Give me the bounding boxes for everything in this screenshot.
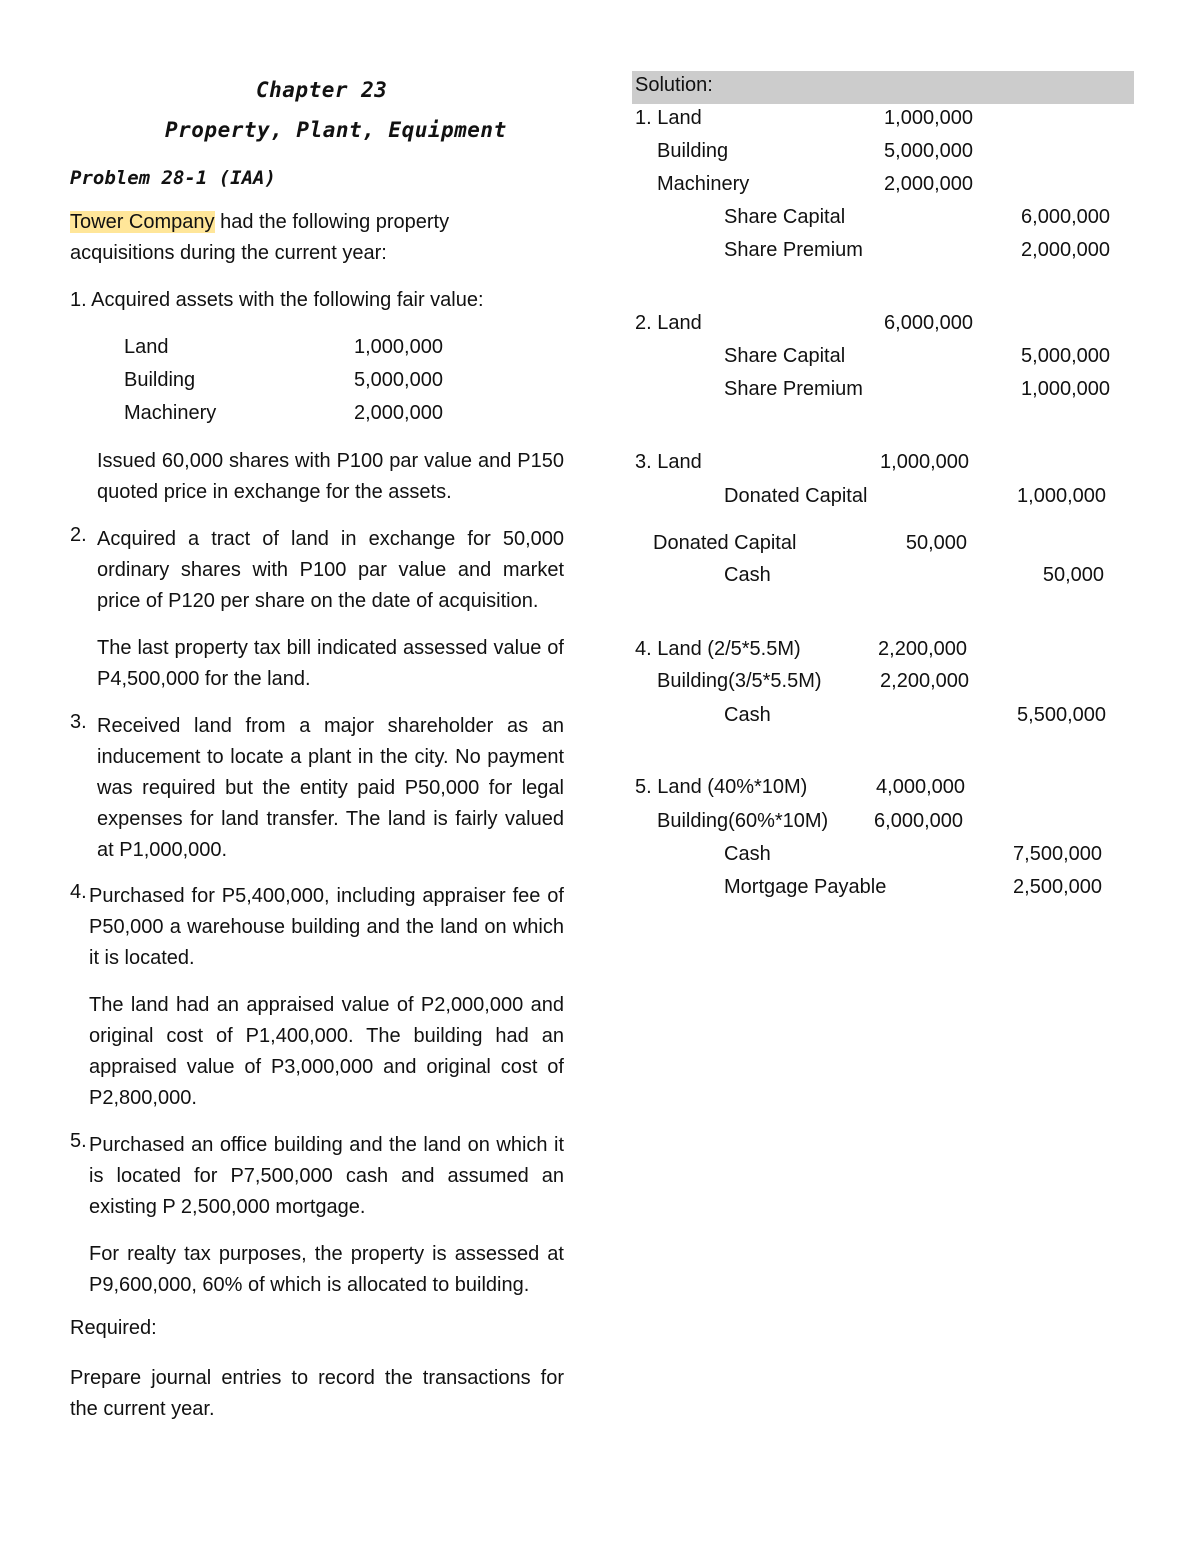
solution-header: Solution: bbox=[635, 74, 713, 96]
solution-debit: 6,000,000 bbox=[884, 312, 973, 334]
solution-account: Building bbox=[657, 140, 729, 162]
chapter-title: Chapter 23 bbox=[256, 78, 388, 102]
item1-heading: 1. Acquired assets with the following fair value: bbox=[70, 289, 484, 311]
solution-debit: 2,200,000 bbox=[880, 670, 969, 692]
solution-credit: 1,000,000 bbox=[1021, 378, 1110, 400]
solution-account: Cash bbox=[724, 564, 771, 586]
solution-credit: 2,000,000 bbox=[1021, 239, 1110, 261]
solution-account: Cash bbox=[724, 704, 771, 726]
solution-debit: 1,000,000 bbox=[880, 451, 969, 473]
solution-account: Donated Capital bbox=[724, 485, 868, 507]
required-label: Required: bbox=[70, 1317, 157, 1339]
solution-account: Share Premium bbox=[724, 378, 863, 400]
asset-value: 2,000,000 bbox=[354, 402, 443, 424]
solution-credit: 50,000 bbox=[1042, 564, 1104, 586]
item2-number: 2. bbox=[70, 524, 87, 546]
item5-note: For realty tax purposes, the property is assessed at P9,600,000, 60% of which is allocated to building. bbox=[89, 1243, 564, 1296]
solution-account: Building(3/5*5.5M) bbox=[657, 670, 822, 692]
solution-account: 3. Land bbox=[635, 451, 702, 473]
solution-debit: 2,200,000 bbox=[878, 638, 967, 660]
solution-debit: 5,000,000 bbox=[884, 140, 973, 162]
solution-account: Share Capital bbox=[724, 206, 846, 228]
solution-debit: 6,000,000 bbox=[874, 810, 963, 832]
item5-number: 5. bbox=[70, 1130, 87, 1152]
solution-account: 1. Land bbox=[635, 107, 702, 129]
item3-text: Received land from a major shareholder as an inducement to locate a plant in the city. No payment was required but the entity paid P50,000 for legal expenses for land transfer. The land is fairly valued at P1,000,000. bbox=[97, 715, 564, 861]
problem-heading: Problem 28-1 (IAA) bbox=[70, 167, 276, 189]
item2-note: The last property tax bill indicated assessed value of P4,500,000 for the land. bbox=[97, 637, 564, 690]
asset-name: Land bbox=[124, 336, 169, 358]
solution-credit: 1,000,000 bbox=[1017, 485, 1106, 507]
asset-value: 5,000,000 bbox=[354, 369, 443, 391]
intro-line-1 bbox=[70, 211, 449, 234]
solution-credit: 5,000,000 bbox=[1021, 345, 1110, 367]
solution-account: 2. Land bbox=[635, 312, 702, 334]
asset-name: Machinery bbox=[124, 402, 217, 424]
solution-account: 5. Land (40%*10M) bbox=[635, 776, 808, 798]
solution-debit: 50,000 bbox=[905, 532, 967, 554]
solution-account: Donated Capital bbox=[653, 532, 797, 554]
solution-credit: 6,000,000 bbox=[1021, 206, 1110, 228]
solution-debit: 1,000,000 bbox=[884, 107, 973, 129]
asset-value: 1,000,000 bbox=[354, 336, 443, 358]
item4-number: 4. bbox=[70, 881, 87, 903]
asset-name: Building bbox=[124, 369, 196, 391]
intro-line-2: acquisitions during the current year: bbox=[70, 242, 387, 264]
solution-credit: 7,500,000 bbox=[1013, 843, 1102, 865]
required-text: Prepare journal entries to record the transactions for the current year. bbox=[70, 1367, 564, 1420]
solution-account: Mortgage Payable bbox=[724, 876, 887, 898]
item4-note: The land had an appraised value of P2,000,000 and original cost of P1,400,000. The building had an appraised value of P3,000,000 and original cost of P2,800,000. bbox=[89, 994, 564, 1109]
solution-account: Share Capital bbox=[724, 345, 846, 367]
solution-account: 4. Land (2/5*5.5M) bbox=[635, 638, 801, 660]
item3-number: 3. bbox=[70, 711, 87, 733]
solution-credit: 5,500,000 bbox=[1017, 704, 1106, 726]
solution-account: Cash bbox=[724, 843, 771, 865]
item1-note: Issued 60,000 shares with P100 par value and P150 quoted price in exchange for the assets. bbox=[97, 450, 564, 503]
solution-debit: 2,000,000 bbox=[884, 173, 973, 195]
intro-rest: had the following property bbox=[220, 211, 450, 233]
solution-account: Machinery bbox=[657, 173, 750, 195]
solution-credit: 2,500,000 bbox=[1013, 876, 1102, 898]
solution-account: Building(60%*10M) bbox=[657, 810, 829, 832]
item2-text: Acquired a tract of land in exchange for 50,000 ordinary shares with P100 par value and market price of P120 per share on the date of acquisition. bbox=[97, 528, 564, 612]
item5-text: Purchased an office building and the land on which it is located for P7,500,000 cash and assumed an existing P 2,500,000 mortgage. bbox=[89, 1134, 564, 1218]
solution-debit: 4,000,000 bbox=[876, 776, 965, 798]
topic-title: Property, Plant, Equipment bbox=[165, 118, 507, 142]
solution-account: Share Premium bbox=[724, 239, 863, 261]
company-name: Tower Company bbox=[70, 211, 215, 233]
item4-text: Purchased for P5,400,000, including appraiser fee of P50,000 a warehouse building and the land on which it is located. bbox=[89, 885, 564, 969]
